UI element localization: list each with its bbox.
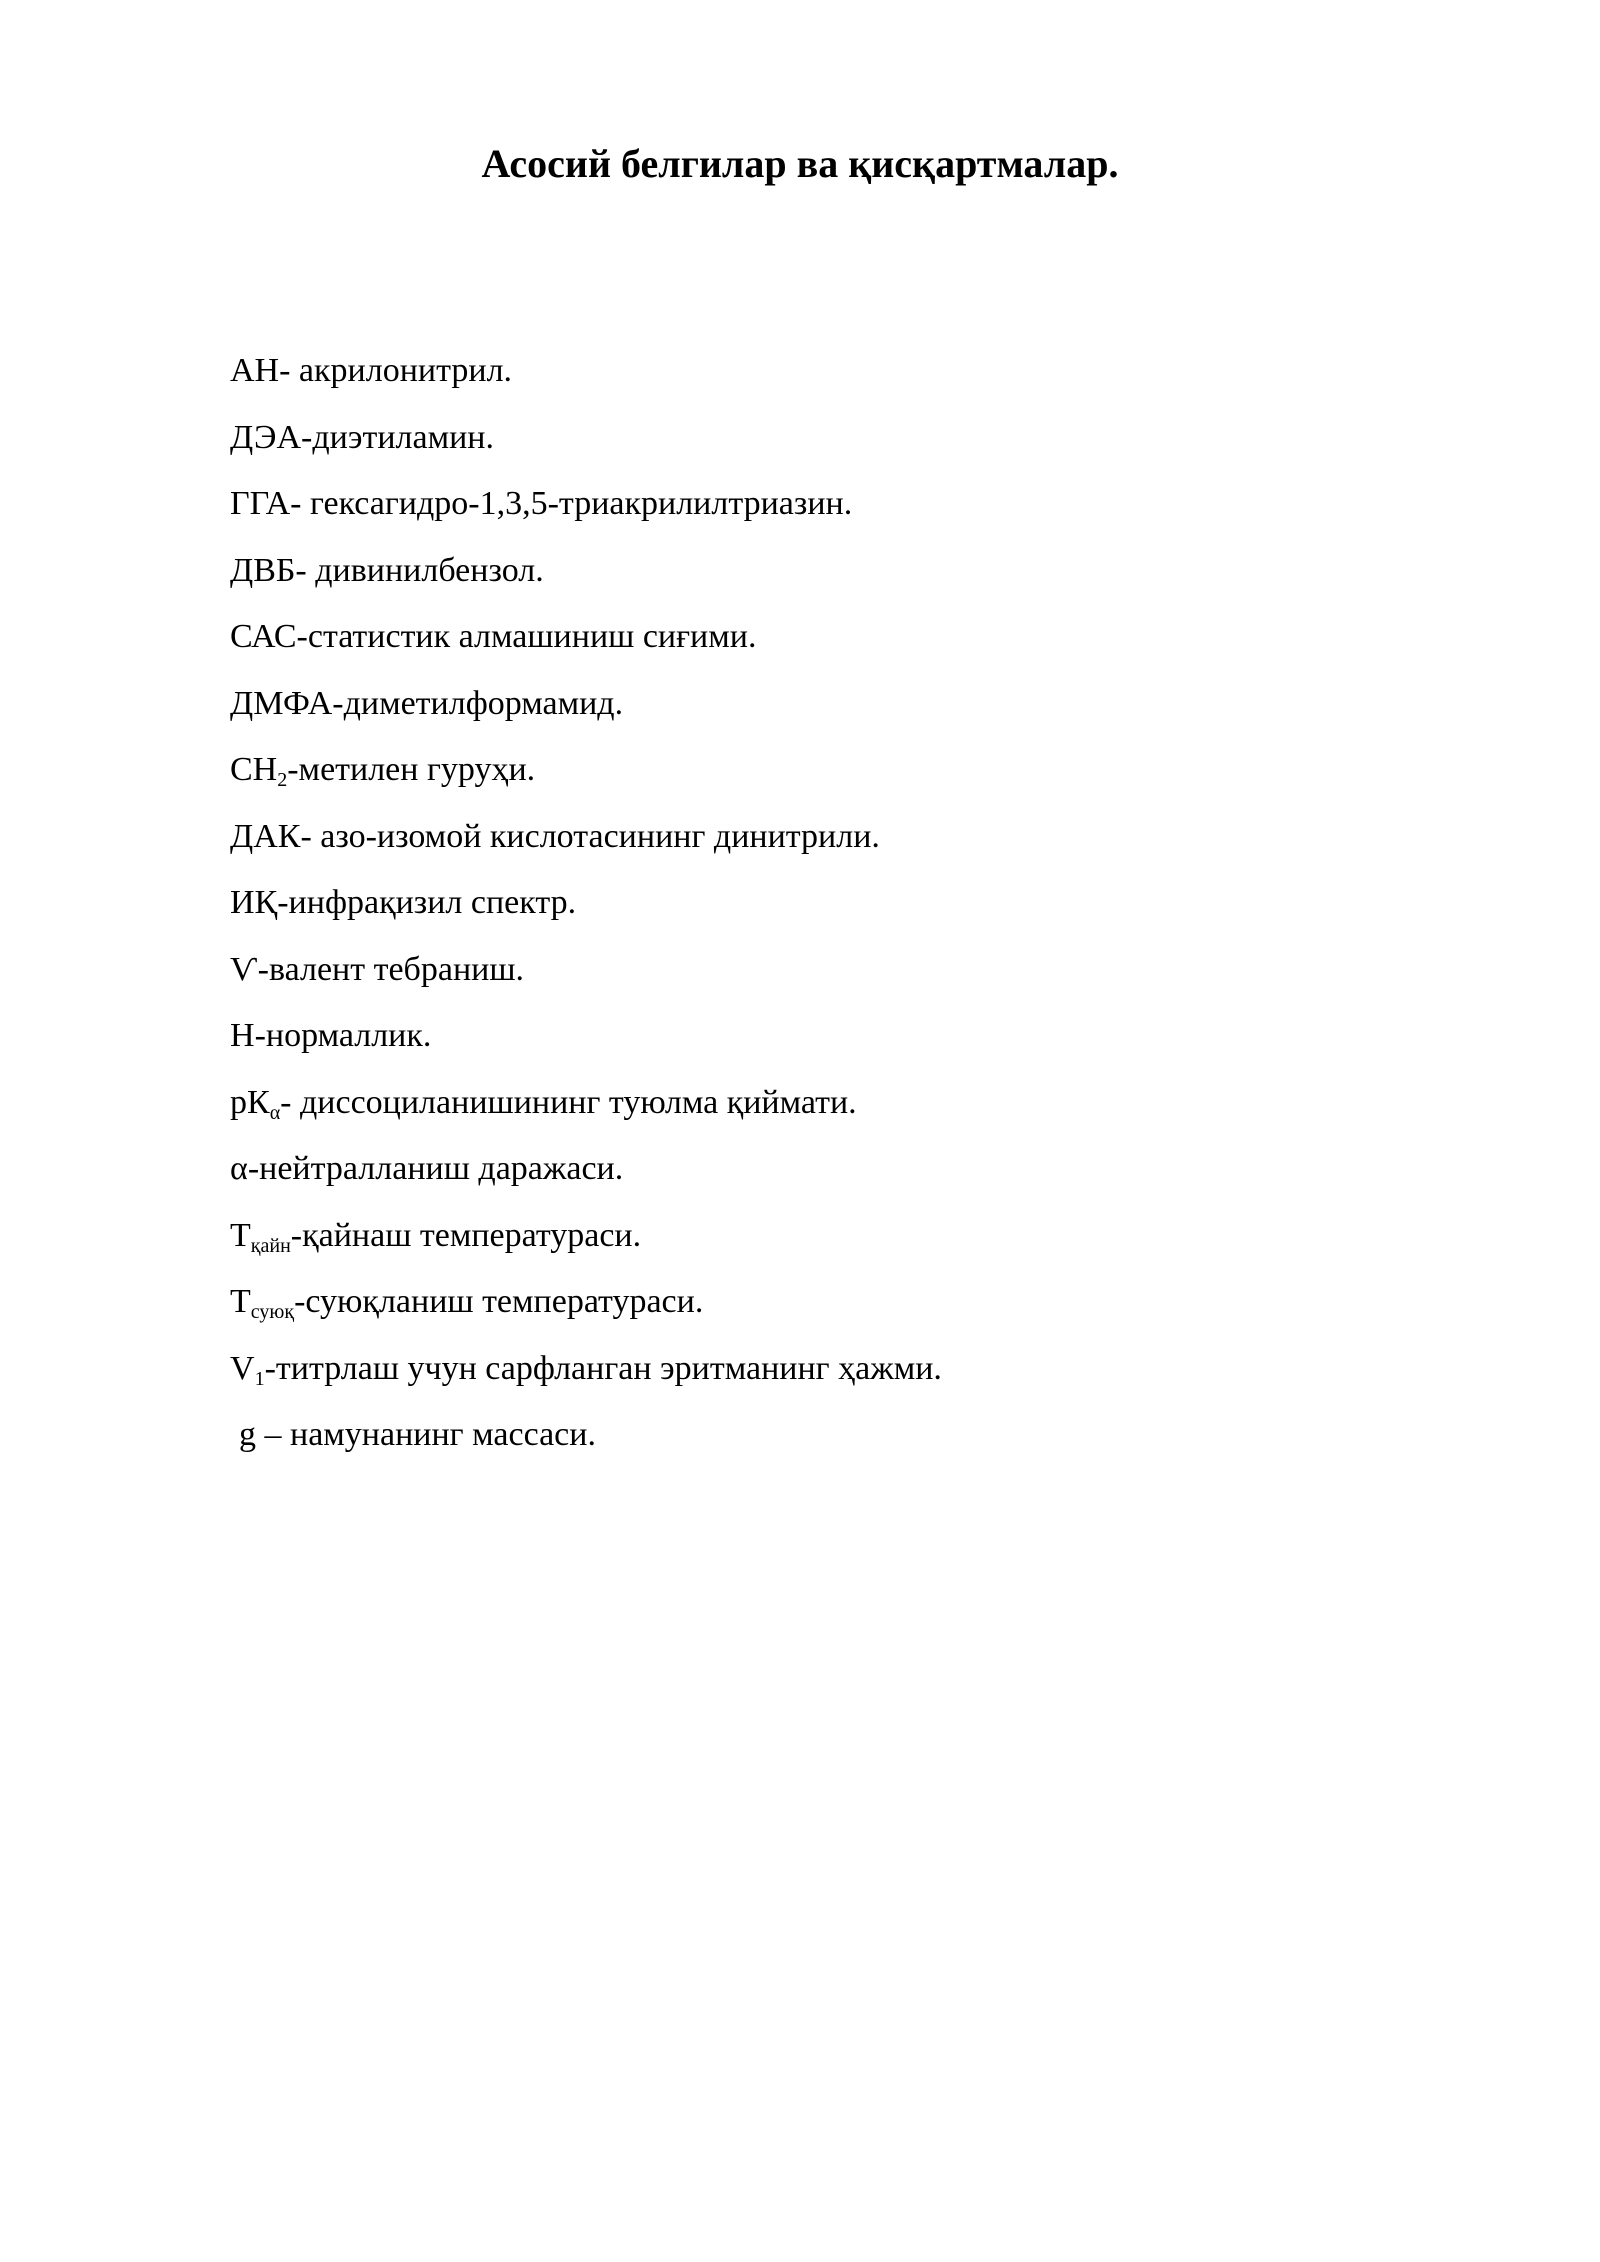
list-item <box>230 937 1430 1004</box>
abbreviation-list <box>230 338 1430 1469</box>
list-item <box>230 671 1430 738</box>
abbreviation-symbol: $рК_\alpha$ <box>230 1083 281 1124</box>
abbreviation-definition: -валент тебраниш. <box>257 950 525 988</box>
list-item <box>230 338 1430 405</box>
abbreviation-symbol: ДАК <box>230 817 301 855</box>
abbreviation-symbol: ГГА <box>230 485 291 522</box>
page-title: Асосий белгилар ва қисқартмалар. <box>481 141 1119 186</box>
abbreviation-definition: - акрилонитрил. <box>279 352 513 389</box>
abbreviation-definition: - дивинилбензол. <box>295 551 544 589</box>
abbreviation-symbol: Н <box>230 1017 255 1054</box>
abbreviation-definition: - гексагидро-1,3,5-триакрилилтриазин. <box>290 485 853 522</box>
abbreviation-symbol: АН <box>230 352 280 389</box>
list-item <box>230 1336 1430 1403</box>
abbreviation-definition: -статистик алмашиниш сиғими. <box>296 618 757 655</box>
list-item <box>230 1070 1430 1137</box>
abbreviation-symbol: ДВБ <box>230 551 296 589</box>
abbreviation-definition: -нормаллик. <box>254 1017 432 1054</box>
abbreviation-definition: -метилен гуруҳи. <box>287 751 536 788</box>
abbreviation-symbol: ИҚ <box>230 884 278 921</box>
abbreviation-symbol: g <box>239 1416 256 1453</box>
abbreviation-symbol: α <box>230 1150 248 1187</box>
abbreviation-symbol: $СН_2$ <box>230 751 288 791</box>
list-item <box>230 804 1430 871</box>
abbreviation-definition: -диметилформамид. <box>332 684 624 722</box>
abbreviation-definition: -инфрақизил спектр. <box>277 884 577 921</box>
list-item <box>230 538 1430 605</box>
list-item <box>230 870 1430 937</box>
abbreviation-symbol: $Т_{қайн}$ <box>230 1216 291 1257</box>
abbreviation-symbol: ДЭА <box>230 418 302 456</box>
list-item <box>230 471 1430 538</box>
list-item <box>230 604 1430 671</box>
abbreviation-symbol: $Т_{суюқ}$ <box>230 1283 295 1323</box>
abbreviation-definition: - диссоциланишининг туюлма қиймати. <box>280 1083 857 1121</box>
list-item <box>230 1269 1430 1336</box>
list-item <box>230 405 1430 472</box>
list-item <box>230 1402 1430 1469</box>
abbreviation-symbol: ДМФА <box>230 684 333 722</box>
abbreviation-symbol: $V_1$ <box>230 1349 265 1390</box>
abbreviation-symbol: САС <box>230 618 297 655</box>
abbreviation-symbol: Ѵ <box>230 950 258 988</box>
list-item <box>230 1203 1430 1270</box>
abbreviation-definition: -нейтралланиш даражаси. <box>247 1150 624 1187</box>
abbreviation-definition: - азо-изомой кислотасининг динитрили. <box>300 817 880 855</box>
abbreviation-definition: -қайнаш температураси. <box>290 1216 642 1254</box>
list-item <box>230 1136 1430 1203</box>
list-item <box>230 1003 1430 1070</box>
abbreviation-definition: -суюқланиш температураси. <box>294 1283 704 1320</box>
abbreviation-definition: -титрлаш учун сарфланган эритманинг ҳажми. <box>264 1349 942 1387</box>
list-item <box>230 737 1430 804</box>
abbreviation-definition: – намунанинг массаси. <box>256 1416 596 1453</box>
abbreviation-definition: -диэтиламин. <box>301 418 494 456</box>
